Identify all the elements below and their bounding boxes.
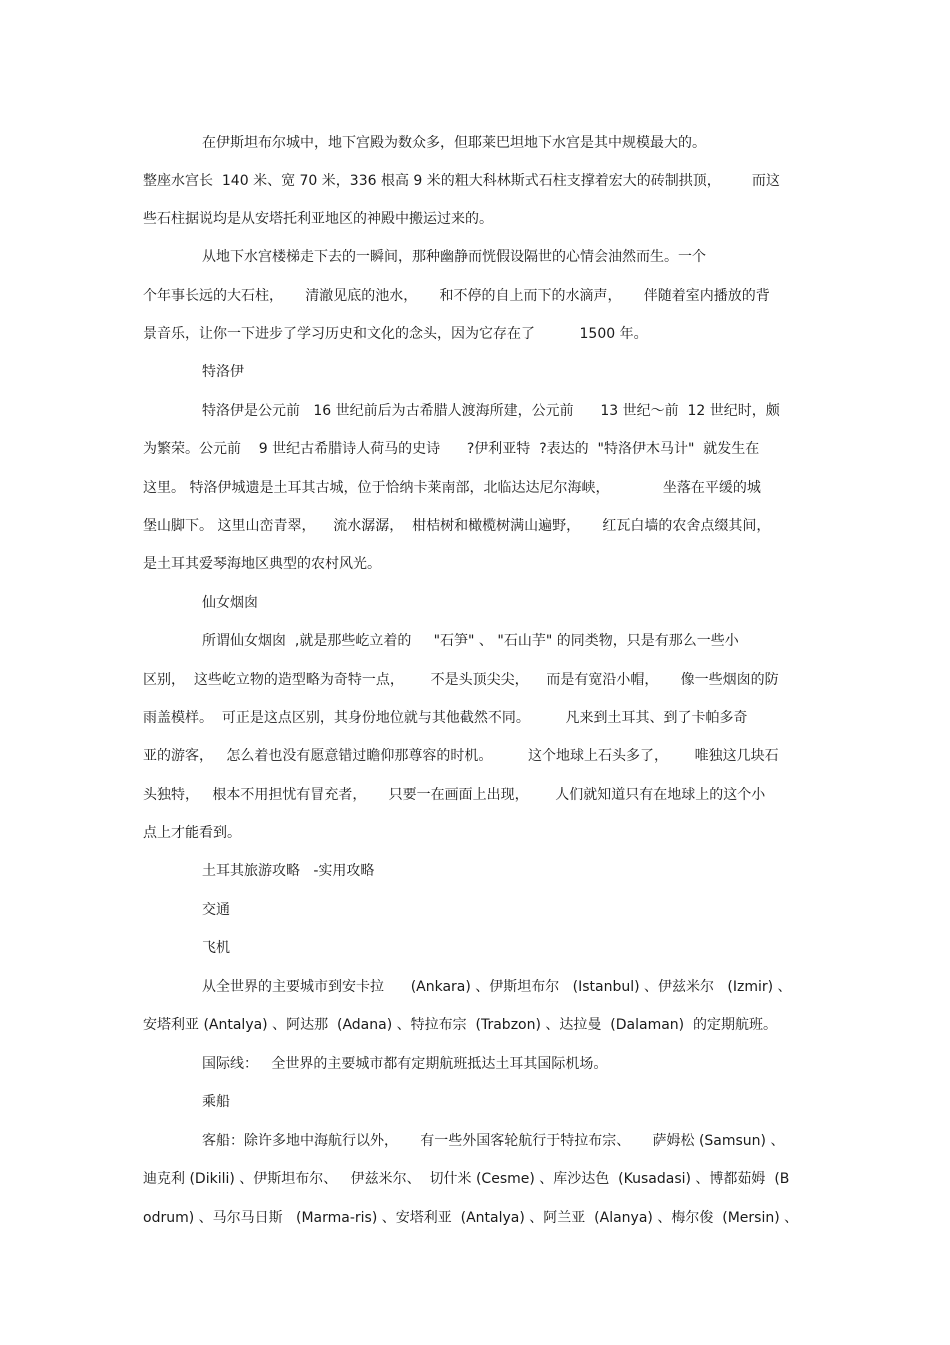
paragraph-line: 堡山脚下。 这里山峦青翠， 流水潺潺， 柑桔树和橄榄树满山遍野， 红瓦白墙的农舍点缀其间， bbox=[143, 518, 771, 534]
section-heading: 交通 bbox=[202, 902, 230, 918]
paragraph-line: 客船：除许多地中海航行以外， 有一些外国客轮航行于特拉布宗、 萨姆松 (Samsun) 、 bbox=[202, 1133, 785, 1149]
paragraph-line: 景音乐，让你一下进步了学习历史和文化的念头，因为它存在了 1500 年。 bbox=[143, 326, 648, 342]
section-heading: 飞机 bbox=[202, 940, 230, 956]
paragraph-line: 所谓仙女烟囱 ,就是那些屹立着的 "石笋" 、 "石山芋" 的同类物，只是有那么一些小 bbox=[202, 633, 739, 649]
paragraph-line: 从地下水宫楼梯走下去的一瞬间，那种幽静而恍假设隔世的心情会油然而生。一个 bbox=[202, 249, 706, 265]
paragraph-line: 些石柱据说均是从安塔托利亚地区的神殿中搬运过来的。 bbox=[143, 211, 493, 227]
paragraph-line: 雨盖模样。 可正是这点区别，其身份地位就与其他截然不同。 凡来到土耳其、到了卡帕多奇 bbox=[143, 710, 748, 726]
paragraph-line: 迪克利 (Dikili) 、伊斯坦布尔、 伊兹米尔、 切什米 (Cesme) 、库沙达色 (Kusadasi) 、博都茹姆 (B bbox=[143, 1171, 790, 1187]
paragraph-line: 亚的游客， 怎么着也没有愿意错过瞻仰那尊容的时机。 这个地球上石头多了， 唯独这几块石 bbox=[143, 748, 779, 764]
paragraph-line: 点上才能看到。 bbox=[143, 825, 241, 841]
paragraph-line: 安塔利亚 (Antalya) 、阿达那 (Adana) 、特拉布宗 (Trabzon) 、达拉曼 (Dalaman) 的定期航班。 bbox=[143, 1017, 778, 1033]
section-heading: 土耳其旅游攻略 -实用攻略 bbox=[202, 863, 375, 879]
paragraph-line: 为繁荣。公元前 9 世纪古希腊诗人荷马的史诗 ?伊利亚特 ?表达的 "特洛伊木马计" 就发生在 bbox=[143, 441, 760, 457]
paragraph-line: 国际线： 全世界的主要城市都有定期航班抵达土耳其国际机场。 bbox=[202, 1056, 608, 1072]
paragraph-line: 头独特， 根本不用担忧有冒充者， 只要一在画面上出现， 人们就知道只有在地球上的这个小 bbox=[143, 787, 766, 803]
paragraph-line: odrum) 、马尔马日斯 (Marma-ris) 、安塔利亚 (Antalya) 、阿兰亚 (Alanya) 、梅尔俊 (Mersin) 、 bbox=[143, 1210, 799, 1226]
paragraph-line: 在伊斯坦布尔城中，地下宫殿为数众多，但耶莱巴坦地下水宫是其中规模最大的。 bbox=[202, 135, 706, 151]
paragraph-line: 从全世界的主要城市到安卡拉 (Ankara) 、伊斯坦布尔 (Istanbul) 、伊兹米尔 (Izmir) 、 bbox=[202, 979, 792, 995]
paragraph-line: 整座水宫长 140 米、宽 70 米，336 根高 9 米的粗大科林斯式石柱支撑着宏大的砖制拱顶， 而这 bbox=[143, 173, 780, 189]
paragraph-line: 个年事长远的大石柱， 清澈见底的池水， 和不停的自上而下的水滴声， 伴随着室内播放的背 bbox=[143, 288, 770, 304]
paragraph-line: 这里。 特洛伊城遗是土耳其古城，位于恰纳卡莱南部，北临达达尼尔海峡， 坐落在平缓的城 bbox=[143, 480, 761, 496]
paragraph-line: 是土耳其爱琴海地区典型的农村风光。 bbox=[143, 556, 381, 572]
paragraph-line: 区别， 这些屹立物的造型略为奇特一点， 不是头顶尖尖， 而是有宽沿小帽， 像一些烟囱的防 bbox=[143, 672, 779, 688]
section-heading: 特洛伊 bbox=[202, 364, 244, 380]
section-heading: 仙女烟囱 bbox=[202, 595, 258, 611]
paragraph-line: 特洛伊是公元前 16 世纪前后为古希腊人渡海所建，公元前 13 世纪～前 12 世纪时，颇 bbox=[202, 403, 780, 419]
section-heading: 乘船 bbox=[202, 1094, 230, 1110]
